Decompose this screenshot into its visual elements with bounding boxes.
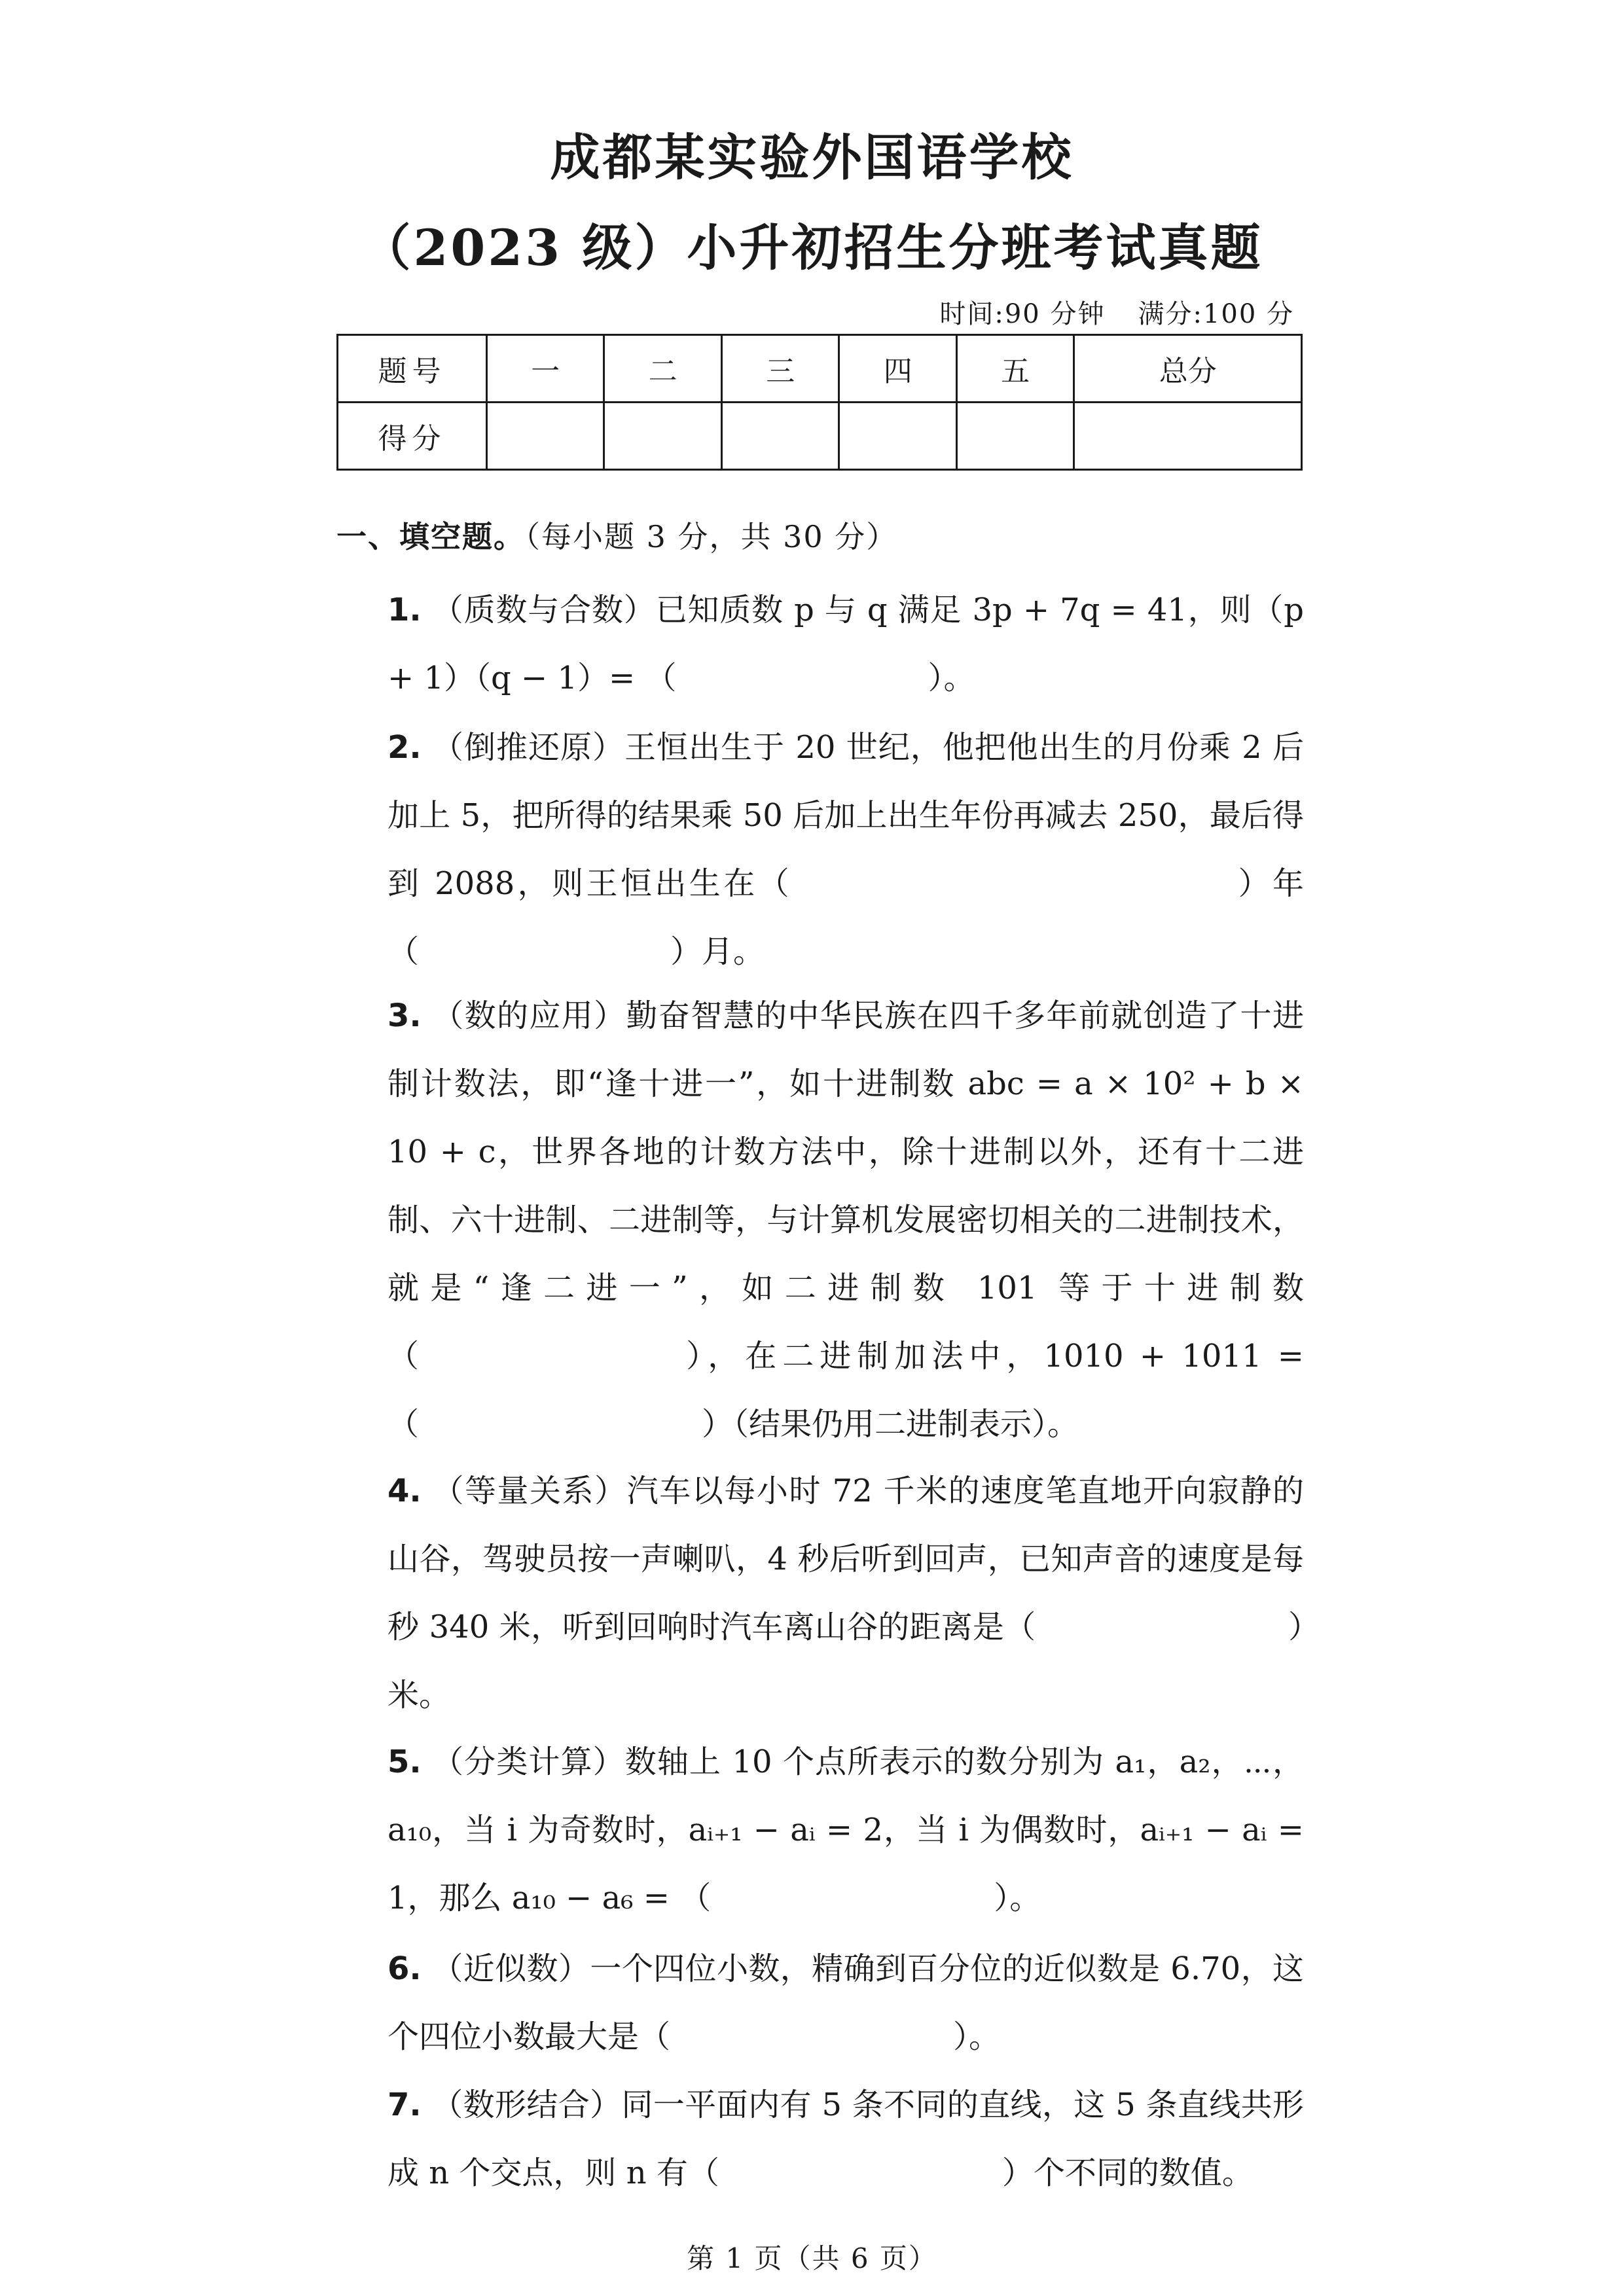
question-2 — [388, 713, 1304, 986]
score-table — [336, 334, 1303, 471]
question-1 — [388, 576, 1304, 712]
question-text: （倒推还原）王恒出生于 20 世纪，他把他出生的月份乘 2 后加上 5，把所得的结果乘 50 后加上出生年份再减去 250，最后得到 2088，则王恒出生在（ ）年（ ）月。 — [388, 729, 1304, 970]
question-text: （分类计算）数轴上 10 个点所表示的数分别为 a₁，a₂，⋯，a₁₀，当 i 为奇数时，aᵢ₊₁ − aᵢ = 2，当 i 为偶数时，aᵢ₊₁ − aᵢ = 1，那么 a₁₀ − a₆ = （ ）。 — [388, 1744, 1304, 1916]
score-table-col-total: 总分 — [1074, 335, 1302, 403]
section-1-heading — [336, 513, 897, 556]
question-number: 1. — [388, 592, 422, 628]
exam-info — [939, 293, 1294, 331]
score-table-col-4: 四 — [839, 335, 956, 403]
question-number: 2. — [388, 729, 422, 766]
score-cell — [956, 403, 1074, 470]
question-number: 7. — [388, 2087, 422, 2123]
score-cell — [839, 403, 956, 470]
question-5 — [388, 1728, 1304, 1932]
question-text: （数形结合）同一平面内有 5 条不同的直线，这 5 条直线共形成 n 个交点，则 n 有（ ）个不同的数值。 — [388, 2087, 1304, 2191]
score-table-row1-head: 题号 — [338, 335, 487, 403]
time-limit: 时间:90 分钟 — [939, 299, 1106, 329]
score-table-header-row — [338, 335, 1302, 403]
question-text: （数的应用）勤奋智慧的中华民族在四千多年前就创造了十进制计数法，即“逢十进一”，如十进制数 abc = a × 10² + b × 10 + c，世界各地的计数方法中，除十进制以外，还有十二进制、六十进制、二进制等，与计算机发展密切相关的二进制技术，就是“逢二进一”，如二进制数 101 等于十进制数（ ），在二进制加法中，1010 + 1011 = （ ）（结果仍用二进制表示）。 — [388, 997, 1304, 1443]
question-6 — [388, 1935, 1304, 2071]
score-table-col-1: 一 — [487, 335, 604, 403]
full-score: 满分:100 分 — [1138, 299, 1294, 329]
score-table-col-5: 五 — [956, 335, 1074, 403]
question-number: 3. — [388, 997, 422, 1034]
score-cell — [1074, 403, 1302, 470]
exam-subtitle: （2023 级）小升初招生分班考试真题 — [361, 219, 1263, 277]
question-3 — [388, 982, 1304, 1458]
section-1-note: （每小题 3 分，共 30 分） — [525, 519, 898, 554]
question-number: 6. — [388, 1950, 422, 1987]
score-cell — [721, 403, 839, 470]
question-7 — [388, 2071, 1304, 2207]
score-table-score-row — [338, 403, 1302, 470]
section-1-title: 一、填空题。 — [336, 519, 525, 554]
score-table-col-3: 三 — [721, 335, 839, 403]
score-table-col-2: 二 — [604, 335, 721, 403]
question-number: 5. — [388, 1744, 422, 1780]
score-cell — [604, 403, 721, 470]
exam-title: 成都某实验外国语学校 — [550, 128, 1074, 187]
score-table-row2-head: 得分 — [338, 403, 487, 470]
page-footer: 第 1 页（共 6 页） — [687, 2242, 937, 2274]
question-number: 4. — [388, 1473, 422, 1509]
question-text: （近似数）一个四位小数，精确到百分位的近似数是 6.70，这个四位小数最大是（ ）。 — [388, 1950, 1304, 2055]
score-cell — [487, 403, 604, 470]
question-text: （质数与合数）已知质数 p 与 q 满足 3p + 7q = 41，则（p + 1）（q − 1）= （ ）。 — [388, 592, 1304, 696]
question-4 — [388, 1457, 1304, 1729]
question-text: （等量关系）汽车以每小时 72 千米的速度笔直地开向寂静的山谷，驾驶员按一声喇叭，4 秒后听到回声，已知声音的速度是每秒 340 米，听到回响时汽车离山谷的距离是（ ）米。 — [388, 1473, 1304, 1713]
